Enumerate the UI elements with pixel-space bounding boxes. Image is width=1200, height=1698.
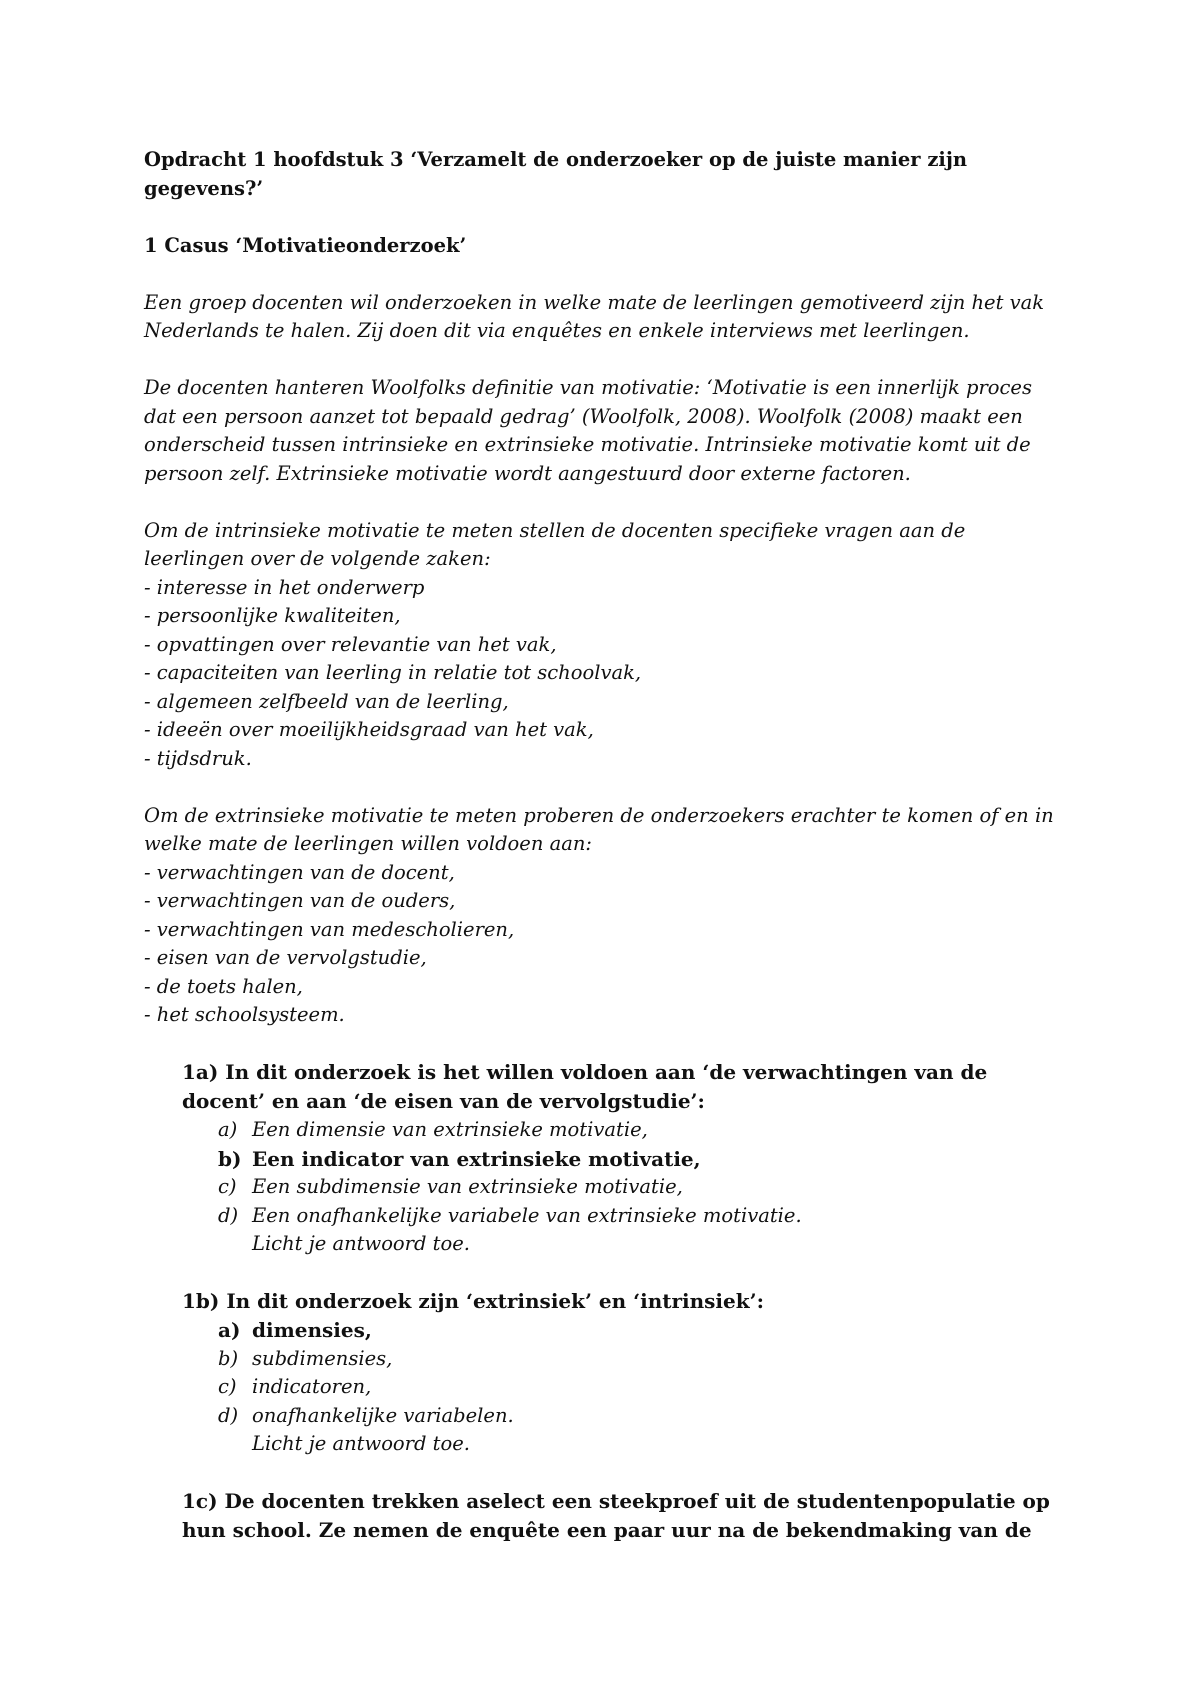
question-1c [144,1487,1074,1545]
intrinsic-list-item: - interesse in het onderwerp [144,575,425,599]
intro-line-1: Een groep docenten wil onderzoeken in welke mate de leerlingen gemotiveerd zijn het vak [144,290,1045,314]
option-letter: d) [218,1403,239,1427]
question-1b-option-b [144,1345,1074,1374]
question-1a-option-d [144,1202,1074,1231]
intrinsic-list-item: - persoonlijke kwaliteiten, [144,604,401,627]
case-heading: 1 Casus ‘Motivatieonderzoek’ [144,233,467,257]
option-letter: c) [218,1375,237,1398]
extrinsic-list-item: - de toets halen, [144,974,303,998]
option-letter: b) [218,1146,242,1171]
option-letter: c) [218,1175,237,1198]
option-letter: b) [218,1346,239,1370]
option-text: subdimensies, [252,1346,393,1370]
definition-line-2: dat een persoon aanzet tot bepaald gedrag’ (Woolfolk, 2008). Woolfolk (2008) maakt een [144,404,1023,428]
question-1c-title-line-1: 1c) De docenten trekken aselect een steekproef uit de studentenpopulatie op [182,1489,1050,1513]
document-page [144,146,1074,1545]
definition-line-3: onderscheid tussen intrinsieke en extrinsieke motivatie. Intrinsieke motivatie komt uit de [144,433,1031,456]
question-1a [144,1058,1074,1259]
option-text: onafhankelijke variabelen. [252,1403,514,1427]
question-1b-option-d [144,1402,1074,1431]
definition-line-4: persoon zelf. Extrinsieke motivatie wordt aangestuurd door externe factoren. [144,461,911,485]
option-text: indicatoren, [252,1375,372,1398]
option-letter: a) [218,1318,241,1342]
extrinsic-list-item: - verwachtingen van medescholieren, [144,917,515,941]
intro-line-2: Nederlands te halen. Zij doen dit via enquêtes en enkele interviews met leerlingen. [144,319,970,342]
intrinsic-list-item: - tijdsdruk. [144,746,252,770]
extrinsic-list-item: - verwachtingen van de ouders, [144,889,456,912]
option-text: Een subdimensie van extrinsieke motivatie, [252,1175,683,1198]
question-1a-explain: Licht je antwoord toe. [252,1232,470,1255]
question-1b-explain: Licht je antwoord toe. [252,1432,470,1455]
document-title-line-2: gegevens?’ [144,176,264,200]
extrinsic-intro-line-2: welke mate de leerlingen willen voldoen aan: [144,832,592,855]
question-1a-title-line-2: docent’ en aan ‘de eisen van de vervolgstudie’: [182,1089,705,1113]
question-1b-title: 1b) In dit onderzoek zijn ‘extrinsiek’ en ‘intrinsiek’: [182,1289,764,1313]
question-1b-option-c [144,1373,1074,1402]
question-1a-option-c [144,1173,1074,1202]
question-1a-option-b [144,1145,1074,1174]
question-1a-option-a [144,1116,1074,1145]
document-title-line-1: Opdracht 1 hoofdstuk 3 ‘Verzamelt de onderzoeker op de juiste manier zijn [144,148,968,171]
extrinsic-list-item: - eisen van de vervolgstudie, [144,946,427,969]
extrinsic-intro-line-1: Om de extrinsieke motivatie te meten proberen de onderzoekers erachter te komen of en in [144,803,1054,827]
option-text: Een indicator van extrinsieke motivatie, [252,1146,701,1171]
question-1b [144,1287,1074,1459]
extrinsic-list-item: - het schoolsysteem. [144,1003,345,1026]
intrinsic-list-item: - opvattingen over relevantie van het vak, [144,632,557,656]
option-text: dimensies, [252,1318,372,1342]
intrinsic-list-item: - ideeën over moeilijkheidsgraad van het vak, [144,718,594,741]
question-1b-option-a [144,1316,1074,1345]
option-text: Een onafhankelijke variabele van extrinsieke motivatie. [252,1203,802,1227]
question-1c-title-line-2: hun school. Ze nemen de enquête een paar uur na de bekendmaking van de [182,1518,1032,1542]
extrinsic-list-item: - verwachtingen van de docent, [144,860,455,884]
intrinsic-intro-line-2: leerlingen over de volgende zaken: [144,547,491,570]
intrinsic-list-item: - capaciteiten van leerling in relatie tot schoolvak, [144,661,642,684]
option-text: Een dimensie van extrinsieke motivatie, [252,1118,648,1141]
option-letter: a) [218,1118,238,1141]
definition-line-1: De docenten hanteren Woolfolks definitie van motivatie: ‘Motivatie is een innerlijk proces [144,376,1032,399]
question-1a-title-line-1: 1a) In dit onderzoek is het willen voldoen aan ‘de verwachtingen van de [182,1060,988,1084]
intrinsic-list-item: - algemeen zelfbeeld van de leerling, [144,689,509,713]
intrinsic-intro-line-1: Om de intrinsieke motivatie te meten stellen de docenten specifieke vragen aan de [144,518,966,542]
option-letter: d) [218,1203,239,1227]
